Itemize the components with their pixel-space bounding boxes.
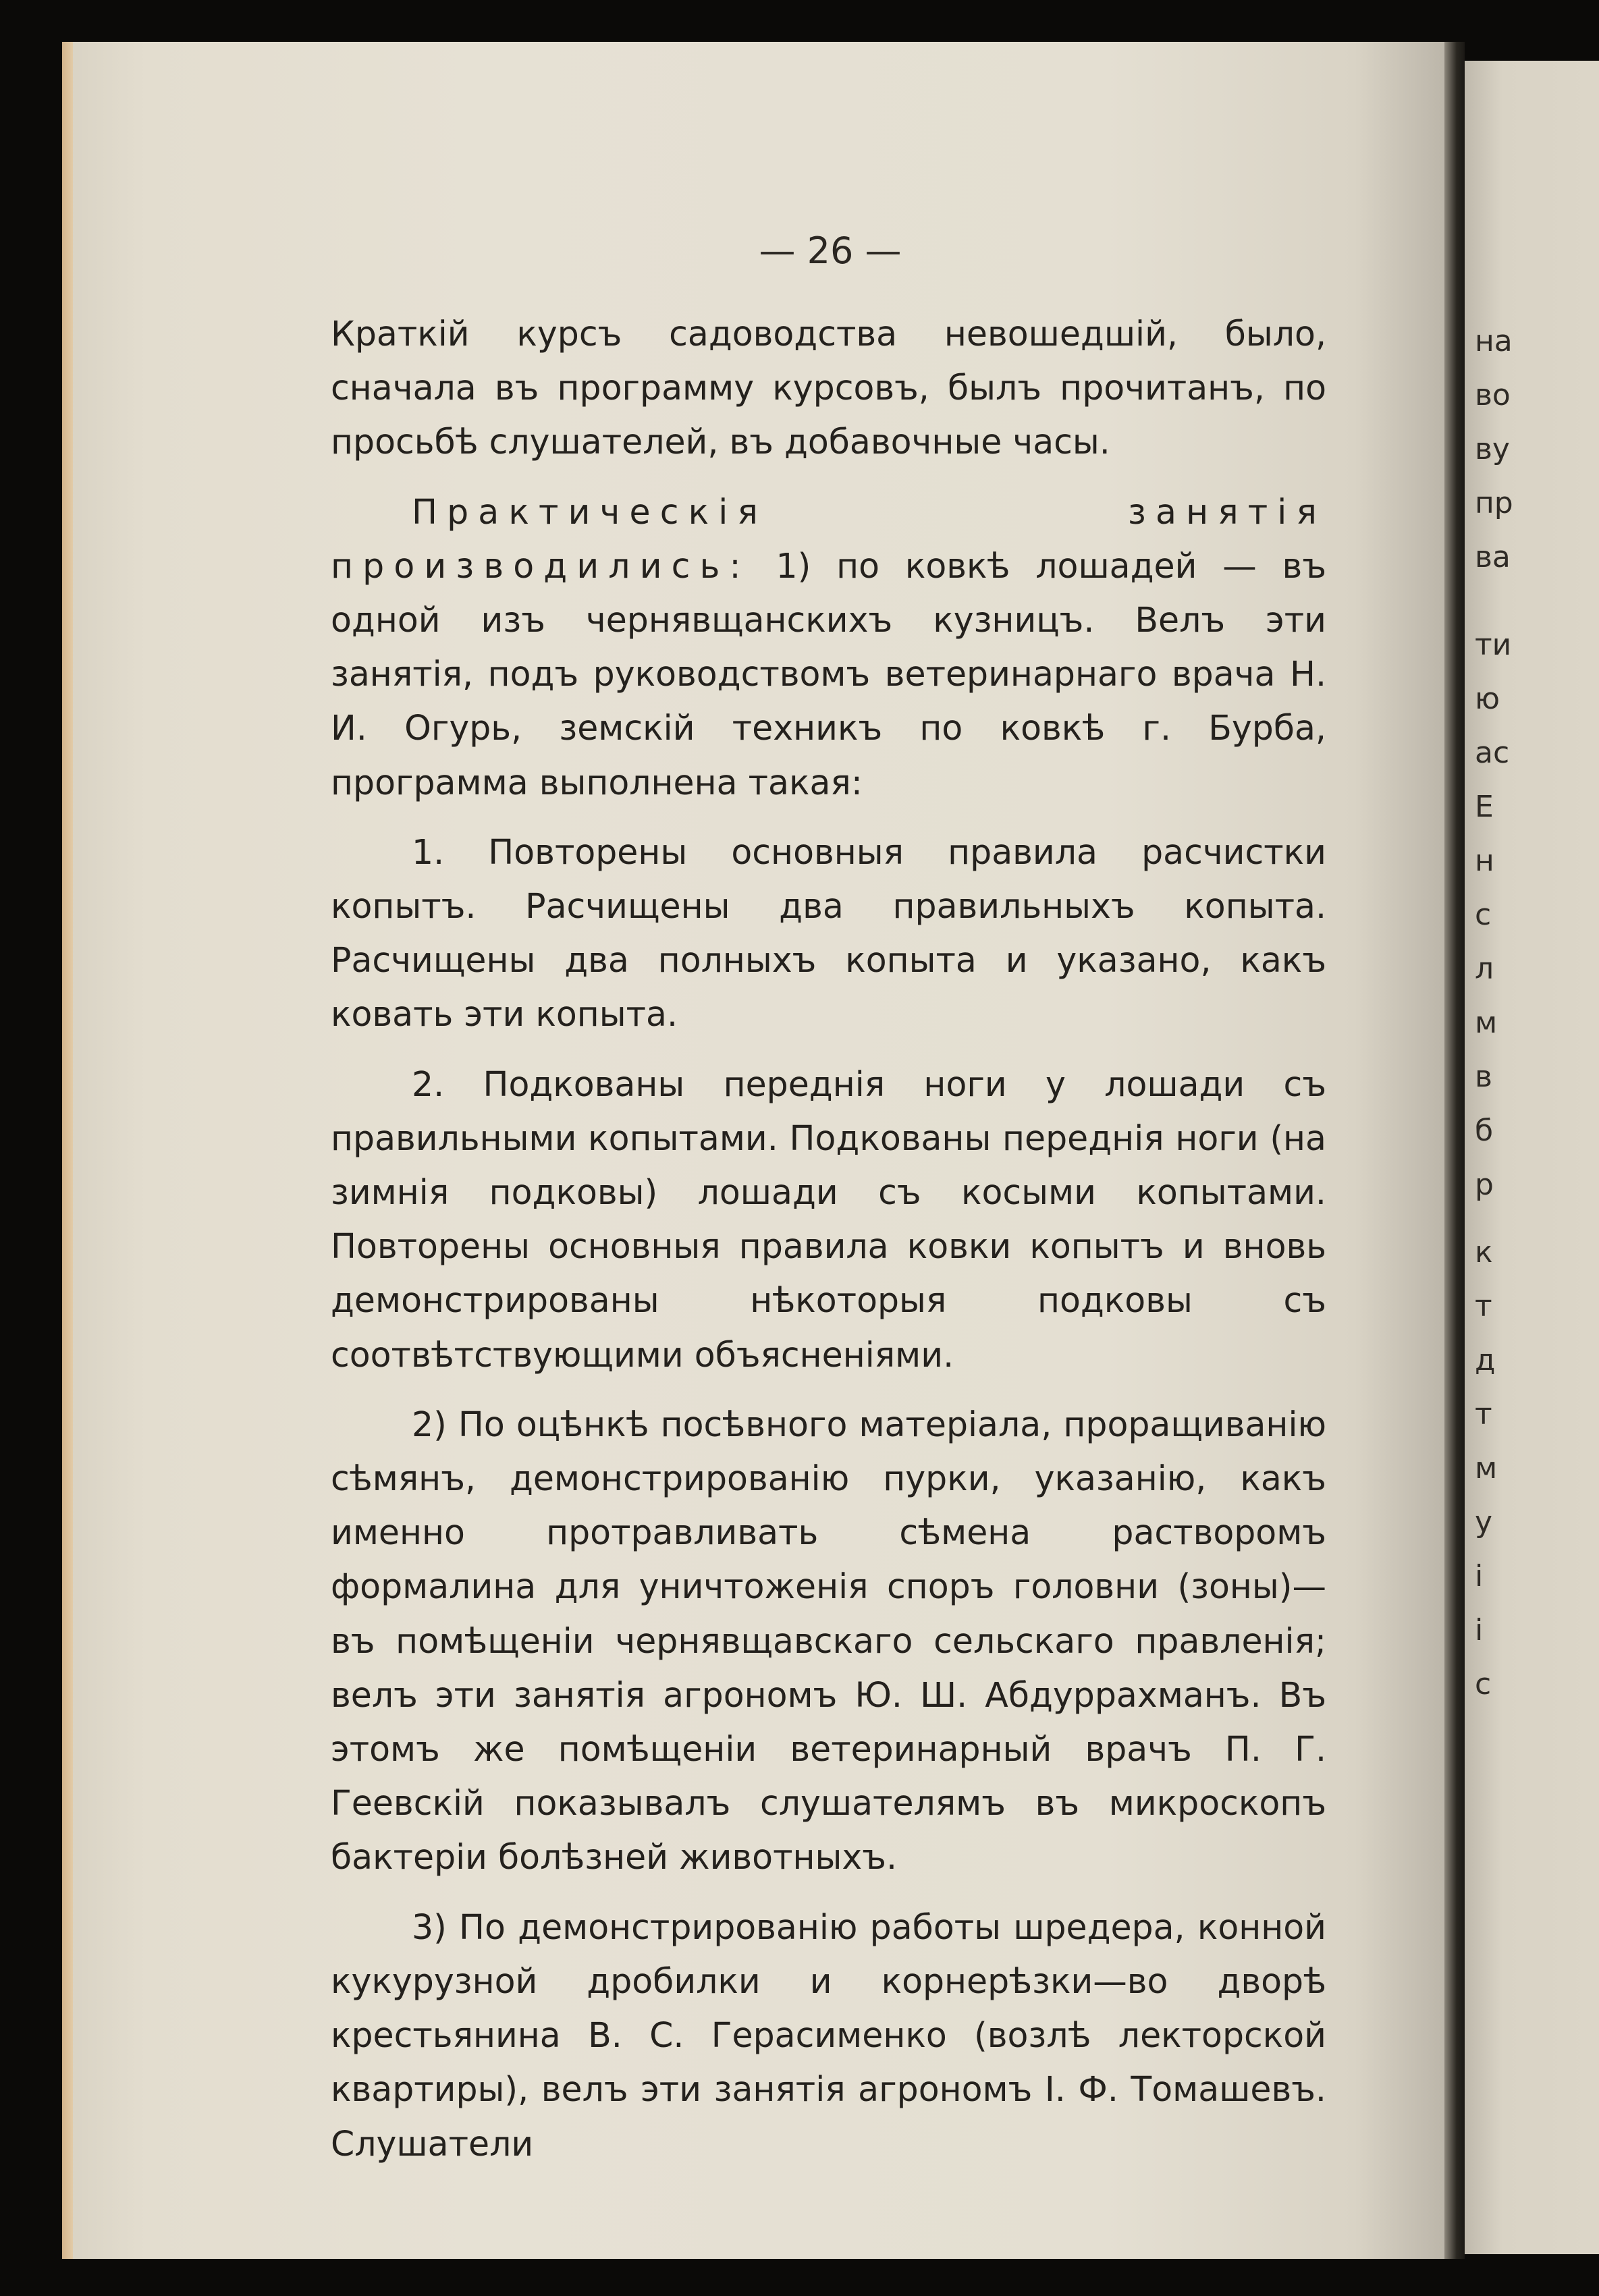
facing-page-fragment: на <box>1475 324 1513 358</box>
paragraph-seed-material: 2) По оцѣнкѣ посѣвного матеріала, проращиванію сѣмянъ, демонстрированію пурки, указанію, какъ именно протравливать сѣмена растворомъ формалина для уничтоженія споръ головни (зоны)—въ помѣщеніи чернявщавскаго сельскаго правленія; велъ эти занятія агрономъ Ю. Ш. Абдуррахманъ. Въ этомъ же помѣщеніи ветеринарный врачъ П. Г. Геевскій показывалъ слушателямъ въ микроскопъ бактеріи болѣзней животныхъ. <box>331 1404 1326 1878</box>
facing-page-fragment: т <box>1475 1289 1492 1323</box>
facing-page-fragment: с <box>1475 898 1492 932</box>
facing-page-fragment: т <box>1475 1397 1492 1431</box>
facing-page-fragment: в <box>1475 1060 1492 1094</box>
facing-page-fragment: м <box>1475 1006 1498 1040</box>
facing-page-fragment: во <box>1475 378 1511 412</box>
facing-page-fragment: у <box>1475 1505 1493 1539</box>
facing-page-fragment: н <box>1475 844 1494 878</box>
facing-page-fragment: Е <box>1475 790 1494 824</box>
book-gutter <box>1444 42 1465 2259</box>
paragraph-gardening: Краткій курсъ садоводства невошедшій, было, сначала въ программу курсовъ, былъ прочитанъ, по просьбѣ слушателей, въ добавочные часы. <box>331 314 1326 462</box>
facing-page-fragment: д <box>1475 1343 1496 1377</box>
facing-page-fragment: б <box>1475 1114 1494 1148</box>
paragraph-item-1: 1. Повторены основныя правила расчистки копытъ. Расчищены два правильныхъ копыта. Расчищены два полныхъ копыта и указано, какъ ковать эти копыта. <box>331 831 1326 1035</box>
facing-page-fragment: л <box>1475 952 1494 986</box>
facing-page-fragment: і <box>1475 1613 1484 1647</box>
practical-lead: Практическія занятія производились: <box>331 491 1326 586</box>
facing-page-fragment: ва <box>1475 540 1511 574</box>
page-edge <box>62 42 73 2259</box>
facing-page-fragment: ю <box>1475 682 1500 716</box>
paragraph-practical <box>331 485 1326 810</box>
facing-page-fragment: к <box>1475 1235 1493 1269</box>
facing-page-fragment: ти <box>1475 628 1512 662</box>
facing-page-fragment: і <box>1475 1559 1484 1593</box>
facing-page-fragment: с <box>1475 1667 1492 1701</box>
facing-page-fragment: пр <box>1475 486 1513 520</box>
practical-text: 1) по ковкѣ лошадей — въ одной изъ чернявщанскихъ кузницъ. Велъ эти занятія, подъ руководствомъ ветеринарнаго врача Н. И. Огурь, земскій техникъ по ковкѣ г. Бурба, программа выполнена такая: <box>331 545 1326 802</box>
facing-page-fragment: ву <box>1475 432 1510 466</box>
paragraph-shredder: 3) По демонстрированію работы шредера, конной кукурузной дробилки и корнерѣзки—во дворѣ крестьянина В. С. Герасименко (возлѣ лекторской квартиры), велъ эти занятія агрономъ І. Ф. Томашевъ. Слушатели <box>331 1907 1326 2164</box>
facing-page-fragment: м <box>1475 1451 1498 1485</box>
facing-page-fragment: ас <box>1475 736 1510 770</box>
body-text <box>331 307 1326 2187</box>
paragraph-item-2: 2. Подкованы переднія ноги у лошади съ правильными копытами. Подкованы переднія ноги (на зимнія подковы) лошади съ косыми копытами. Повторены основныя правила ковки копытъ и вновь демонстрированы нѣкоторыя подковы съ соотвѣтствующими объясненіями. <box>331 1064 1326 1375</box>
page-number: — 26 — <box>759 229 902 272</box>
facing-page-fragment: р <box>1475 1168 1494 1202</box>
